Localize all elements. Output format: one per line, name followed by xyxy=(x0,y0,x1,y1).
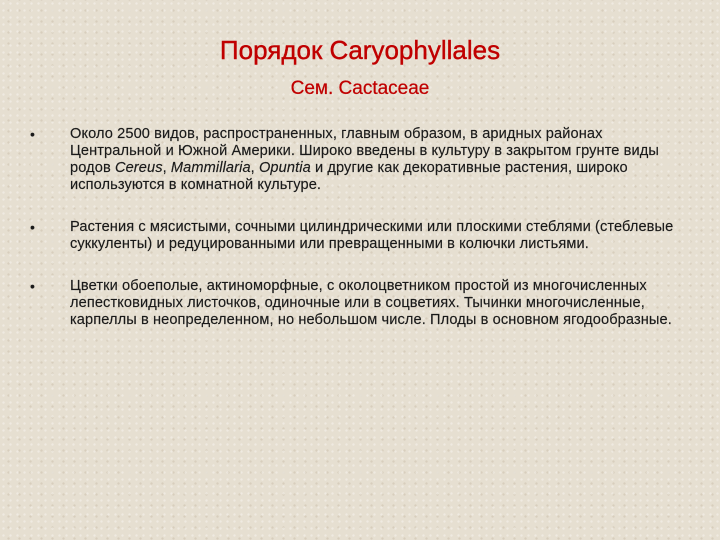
separator: , xyxy=(162,160,171,176)
bullet-item-flowers xyxy=(30,278,690,329)
bullet-text: Растения с мясистыми, сочными цилиндрическими или плоскими стеблями (стеблевые суккуленты) и редуцированными или превращенными в колючки листьями. xyxy=(70,219,674,252)
genus-name: Mammillaria xyxy=(170,160,251,176)
bullet-marker: • xyxy=(30,126,36,142)
separator: , xyxy=(250,160,259,176)
bullet-marker: • xyxy=(30,278,36,294)
bullet-text: и другие как декоративные растения, широко используются в комнатной культуре. xyxy=(70,160,628,193)
bullet-text: Цветки обоеполые, актиноморфные, с околоцветником простой из многочисленных лепестковидных листочков, одиночные или в соцветиях. Тычинки многочисленные, карпеллы в неопределенном, но небольшом числе. Плоды в основном ягодообразные. xyxy=(70,278,672,328)
slide-subtitle: Сем. Cactaceae xyxy=(290,78,430,99)
bullet-list xyxy=(30,126,690,329)
bullet-marker: • xyxy=(30,219,36,235)
genus-name: Cereus xyxy=(114,160,163,176)
bullet-item-species xyxy=(30,126,690,194)
bullet-item-stems xyxy=(30,219,690,253)
slide-title: Порядок Caryophyllales xyxy=(219,35,501,65)
genus-name: Opuntia xyxy=(258,160,311,176)
bullet-text: Около 2500 видов, распространенных, главным образом, в аридных районах Центральной и Южной Америки. Широко введены в культуру в закрытом грунте виды родов xyxy=(70,126,659,176)
